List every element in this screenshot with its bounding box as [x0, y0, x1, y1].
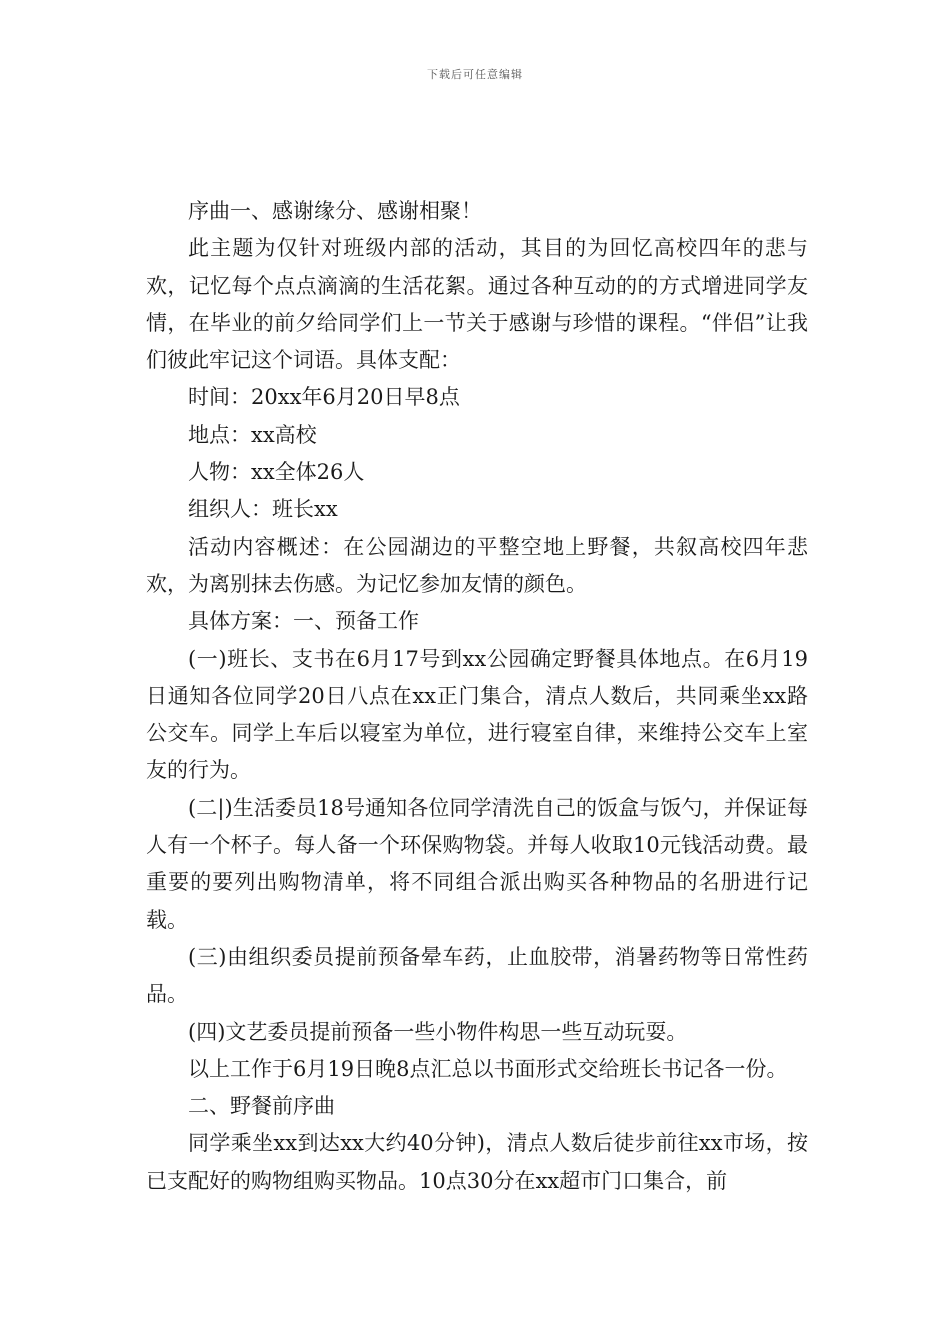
paragraph-location: 地点：xx高校 — [188, 422, 317, 447]
paragraph-time: 时间：20xx年6月20日早8点 — [188, 385, 460, 410]
paragraph-theme: 此主题为仅针对班级内部的活动，其目的为回忆高校四年的悲与欢，记忆每个点点滴滴的生活花絮。通过各种互动的的方式增进同学友情，在毕业的前夕给同学们上一节关于感谢与珍惜的课程。“伴侣”让我们彼此牢记这个词语。具体支配： — [146, 236, 808, 373]
paragraph-people: 人物：xx全体26人 — [188, 460, 365, 485]
paragraph-item-1: (一)班长、支书在6月17号到xx公园确定野餐具体地点。在6月19日通知各位同学20日八点在xx正门集合，清点人数后，共同乘坐xx路公交车。同学上车后以寝室为单位，进行寝室自律，来维持公交车上室友的行为。 — [146, 646, 808, 783]
paragraph-item-4: (四)文艺委员提前预备一些小物件构思一些互动玩耍。 — [188, 1019, 688, 1044]
paragraph-section-2-heading: 二、野餐前序曲 — [188, 1094, 335, 1119]
document-body — [146, 193, 808, 1200]
paragraph-prelude-title: 序曲一、感谢缘分、感谢相聚！ — [188, 199, 482, 223]
paragraph-item-2: (二|)生活委员18号通知各位同学清洗自己的饭盒与饭勺，并保证每人有一个杯子。每人备一个环保购物袋。并每人收取10元钱活动费。最重要的要列出购物清单，将不同组合派出购买各种物品的名册进行记载。 — [146, 795, 808, 932]
paragraph-organizer: 组织人：班长xx — [188, 497, 338, 522]
header-note: 下载后可任意编辑 — [427, 68, 523, 81]
paragraph-item-3: (三)由组织委员提前预备晕车药，止血胶带，消暑药物等日常性药品。 — [146, 944, 808, 1007]
paragraph-section-2-body: 同学乘坐xx到达xx大约40分钟)，清点人数后徒步前往xx市场，按已支配好的购物组购买物品。10点30分在xx超市门口集合，前 — [146, 1131, 808, 1193]
paragraph-summary: 以上工作于6月19日晚8点汇总以书面形式交给班长书记各一份。 — [188, 1056, 788, 1081]
paragraph-plan-heading: 具体方案：一、预备工作 — [188, 609, 419, 634]
paragraph-overview: 活动内容概述：在公园湖边的平整空地上野餐，共叙高校四年悲欢，为离别抹去伤感。为记忆参加友情的颜色。 — [146, 534, 808, 596]
